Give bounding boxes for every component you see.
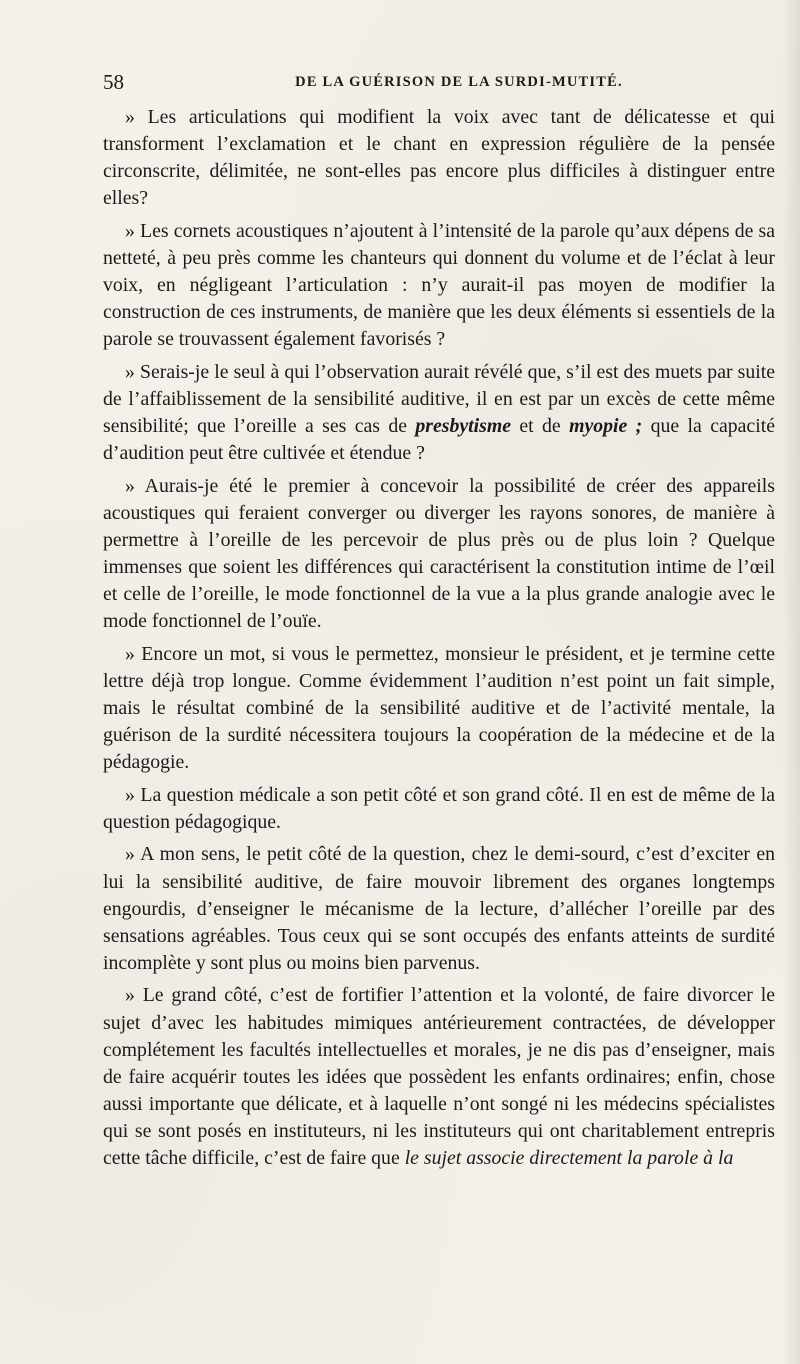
- paragraph-text: et de: [510, 415, 570, 438]
- paragraph-text: » Le grand côté, c’est de fortifier l’attention et la volonté, de faire divorcer le sujet d’avec les habitudes mimiques antérieurement contractées, de développer complétement les facultés intellectuelles et morales, je ne dis pas d’enseigner, mais de faire acquérir toutes les idées que possèdent les enfants ordinaires; enfin, chose aussi importante que délicate, et à laquelle n’ont songé ni les médecins spécialistes qui se sont posés en instituteurs, ni les instituteurs qui ont charitablement entrepris cette tâche difficile, c’est de faire que: [103, 984, 775, 1169]
- page-header: [103, 70, 775, 94]
- paragraph-articulations: » Les articulations qui modifient la voix avec tant de délicatesse et qui transforment l’exclamation et le chant en expression régulière de la pensée circonscrite, délimitée, ne sont-elles pas encore plus difficiles à distinguer entre elles?: [103, 106, 775, 210]
- page-edge-shadow: [782, 0, 800, 1364]
- body-text: [103, 104, 775, 1178]
- italic-phrase: le sujet associe directement la parole à la: [404, 1146, 734, 1169]
- paragraph-text: » Serais-je le seul à qui l’observation aurait révélé que, s’il est des muets par suite de l’affaiblissement de la sensibilité auditive, il en est par un excès de cette même sensibilité; que l’oreille a ses cas de: [103, 360, 775, 438]
- italic-term-myopie: myopie ;: [569, 415, 643, 438]
- paragraph-cornets: » Les cornets acoustiques n’ajoutent à l’intensité de la parole qu’aux dépens de sa netteté, à peu près comme les chanteurs qui donnent du volume et de l’éclat à leur voix, en négligeant l’articulation : n’y aurait-il pas moyen de modifier la construction de ces instruments, de manière que les deux éléments si essentiels de la parole se trouvassent également favorisés ?: [103, 219, 775, 351]
- paragraph-question-medicale: » La question médicale a son petit côté et son grand côté. Il en est de même de la question pédagogique.: [103, 783, 775, 833]
- paragraph-petit-cote: » A mon sens, le petit côté de la question, chez le demi-sourd, c’est d’exciter en lui la sensibilité auditive, de faire mouvoir librement des organes longtemps engourdis, d’enseigner le mécanisme de la lecture, d’allécher l’oreille par des sensations agréables. Tous ceux qui se sont occupés des enfants atteints de surdité incomplète y sont plus ou moins bien parvenus.: [103, 843, 775, 974]
- paragraph-text: que la capacité d’audition peut être cultivée et étendue ?: [103, 415, 775, 465]
- paragraph-serais-je: [103, 359, 775, 467]
- italic-term-presbytisme: presbytisme: [415, 415, 511, 438]
- running-title: DE LA GUÉRISON DE LA SURDI-MUTITÉ.: [295, 74, 623, 90]
- page-number: 58: [103, 70, 124, 94]
- paragraph-encore-un-mot: » Encore un mot, si vous le permettez, monsieur le président, et je termine cette lettre déjà trop longue. Comme évidemment l’audition n’est point un fait simple, mais le résultat combiné de la sensibilité auditive et de l’activité mentale, la guérison de la surdité nécessitera toujours la coopération de la médecine et de la pédagogie.: [103, 642, 775, 774]
- paragraph-aurais-je: » Aurais-je été le premier à concevoir la possibilité de créer des appareils acoustiques qui feraient converger ou diverger les rayons sonores, de manière à permettre à l’oreille de les percevoir de plus près ou de plus loin ? Quelque immenses que soient les différences qui caractérisent la constitution intime de l’œil et celle de l’oreille, le mode fonctionnel de la vue a la plus grande analogie avec le mode fonctionnel de l’ouïe.: [103, 474, 775, 633]
- paragraph-grand-cote: [103, 982, 775, 1172]
